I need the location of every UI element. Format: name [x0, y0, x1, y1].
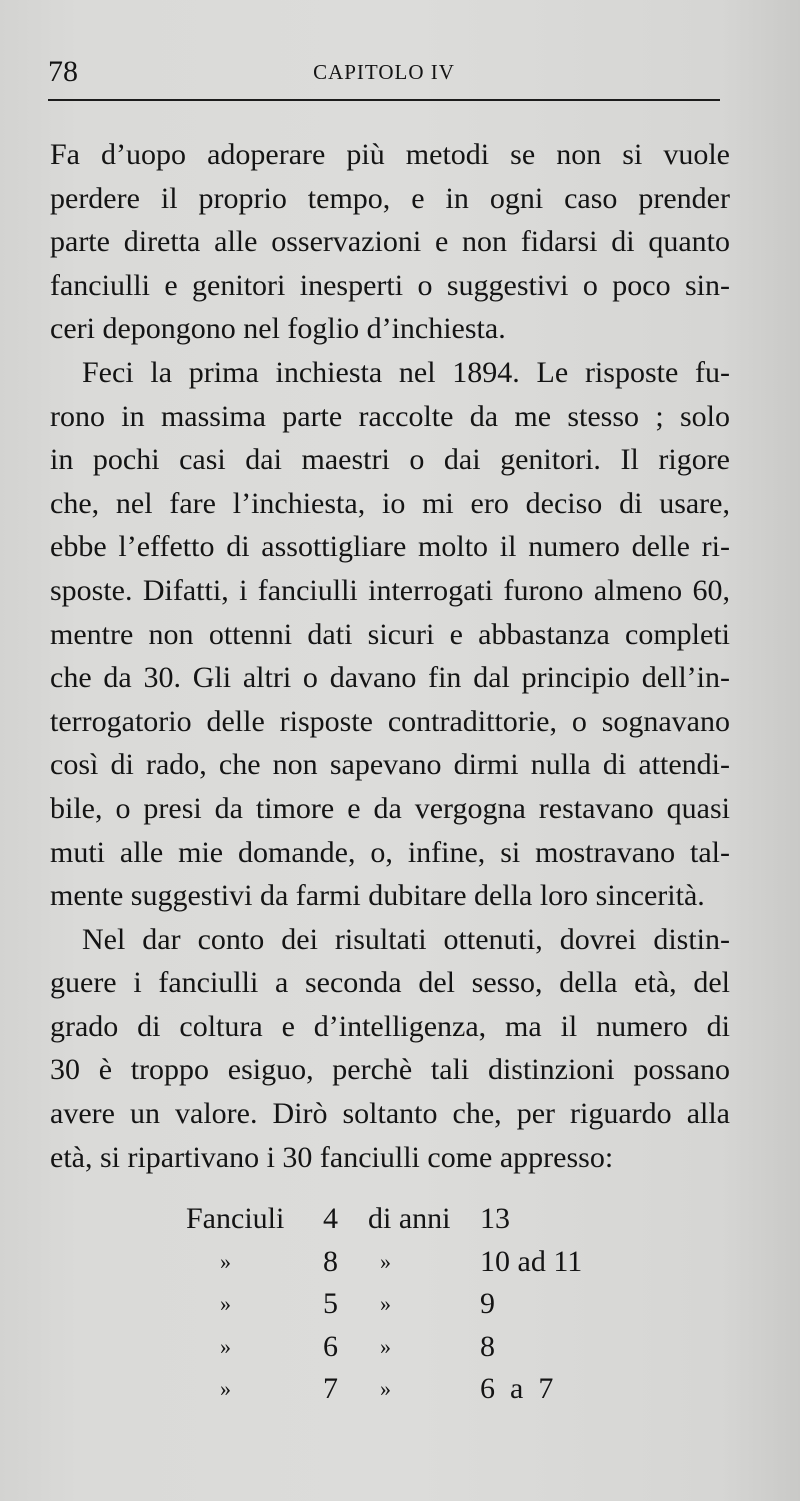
text-line: terrogatorio delle risposte contradittorie, o sognavano: [50, 704, 730, 738]
text-line: ceri depongono nel foglio d’inchiesta.: [50, 312, 506, 346]
table-cell-count: 7: [323, 1372, 338, 1405]
table-cell-unit: »: [380, 1248, 391, 1274]
table-cell-age: 6 a 7: [480, 1372, 554, 1405]
table-cell-unit: di anni: [368, 1202, 451, 1235]
text-line: parte diretta alle osservazioni e non fidarsi di quanto: [50, 225, 730, 259]
text-line: Fa d’uopo adoperare più metodi se non si vuole: [50, 138, 730, 171]
text-line: mentre non ottenni dati sicuri e abbastanza completi: [50, 617, 730, 651]
table-cell-count: 5: [323, 1287, 338, 1320]
text-line: età, si ripartivano i 30 fanciulli come appresso:: [50, 1140, 614, 1174]
text-line: così di rado, che non sapevano dirmi nulla di attendi-: [50, 748, 730, 782]
text-line: muti alle mie domande, o, infine, si mostravano tal-: [50, 835, 730, 869]
table-cell-label: »: [220, 1376, 231, 1401]
text-line: rono in massima parte raccolte da me stesso ; solo: [50, 399, 730, 433]
table-row: [186, 1241, 626, 1284]
table-cell-count: 8: [323, 1244, 338, 1278]
text-line: mente suggestivi da farmi dubitare della loro sincerità.: [50, 879, 705, 913]
text-line: ebbe l’effetto di assottigliare molto il numero delle ri-: [50, 530, 730, 564]
table-cell-age: 8: [480, 1329, 495, 1363]
table-cell-label: »: [220, 1291, 231, 1316]
table-cell-age: 10 ad 11: [480, 1244, 583, 1278]
table-cell-unit: »: [380, 1291, 391, 1316]
text-line: 30 è troppo esiguo, perchè tali distinzioni possano: [50, 1053, 730, 1087]
text-line: Nel dar conto dei risultati ottenuti, dovrei distin-: [82, 922, 730, 956]
table-row: [186, 1368, 626, 1411]
text-line: fanciulli e genitori inesperti o suggestivi o poco sin-: [50, 268, 730, 302]
text-line: che da 30. Gli altri o davano fin dal principio dell’in-: [50, 661, 730, 695]
text-line: che, nel fare l’inchiesta, io mi ero deciso di usare,: [50, 486, 730, 520]
table-row: [186, 1283, 626, 1326]
text-line: bile, o presi da timore e da vergogna restavano quasi: [50, 791, 730, 825]
running-head: CAPITOLO IV: [313, 60, 455, 84]
table-cell-age: 13: [480, 1202, 510, 1235]
table-cell-unit: »: [380, 1333, 391, 1359]
text-line: grado di coltura e d’intelligenza, ma il numero di: [50, 1009, 730, 1043]
age-table: [186, 1198, 626, 1411]
text-line: in pochi casi dai maestri o dai genitori. Il rigore: [50, 443, 730, 477]
table-cell-unit: »: [380, 1376, 391, 1401]
table-cell-label: Fanciuli: [186, 1202, 285, 1235]
text-line: sposte. Difatti, i fanciulli interrogati furono almeno 60,: [50, 573, 730, 607]
page-header: [48, 52, 720, 92]
table-row: [186, 1326, 626, 1369]
table-cell-count: 4: [323, 1202, 338, 1235]
page-number: 78: [48, 55, 78, 88]
text-line: avere un valore. Dirò soltanto che, per riguardo alla: [50, 1097, 730, 1131]
table-row: [186, 1198, 626, 1241]
body-text: [50, 133, 730, 1179]
table-cell-label: »: [220, 1333, 231, 1359]
text-line: guere i fanciulli a seconda del sesso, della età, del: [50, 966, 730, 1000]
table-cell-count: 6: [323, 1329, 338, 1363]
table-cell-age: 9: [480, 1287, 495, 1320]
text-line: Feci la prima inchiesta nel 1894. Le risposte fu-: [82, 355, 730, 389]
header-rule: [48, 99, 720, 101]
table-cell-label: »: [220, 1248, 231, 1274]
text-line: perdere il proprio tempo, e in ogni caso prender: [50, 181, 730, 215]
